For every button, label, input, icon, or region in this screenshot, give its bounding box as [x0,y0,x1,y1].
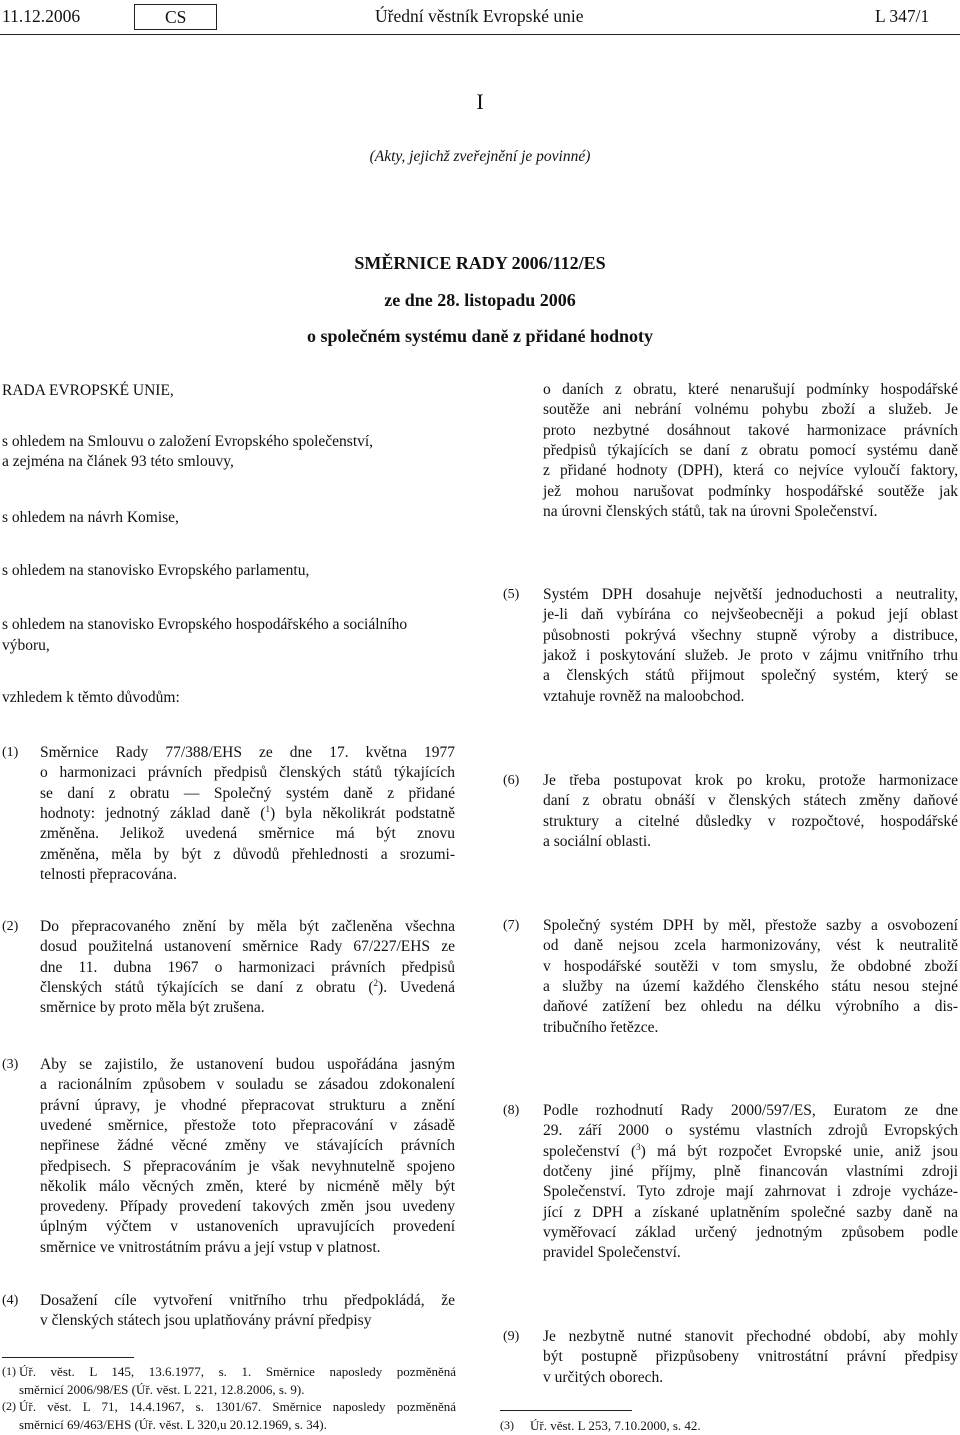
footnote-line: Úř. věst. L 145, 13.6.1977, s. 1. Směrnice naposledy pozměněná [19,1364,456,1379]
recital-number: (7) [503,918,520,933]
recital-line: vztahuje rovněž na maloobchod. [543,687,745,705]
recital-line: Podle rozhodnutí Rady 2000/597/ES, Euratom ze dne [543,1102,958,1119]
recital-number: (5) [503,587,520,602]
recital-line: několik málo věcných změn, které by nicméně měly být [40,1177,455,1195]
recital-line: 29. září 2000 o systému vlastních zdrojů Evropských [543,1122,958,1140]
recital-line: hodnoty: jednotný základ daně ($^1$) byla několikrát podstatně [40,803,455,822]
footnote-rule-right [500,1410,632,1411]
recital-line: Dosažení cíle vytvoření vnitřního trhu předpokládá, že [40,1292,455,1309]
recital-line: soutěže ani nebrání volnému pohybu zboží a služeb. Je [543,401,958,419]
recital-line: úplným výčtem v ustanoveních upravujících provedení [40,1218,455,1236]
recital-line: předpisech. S přepracováním je však nevyhnutelně spojeno [40,1157,455,1175]
footnote-number: (3) [500,1418,514,1432]
recital-line: jež mohou narušovat podmínky hospodářské soutěže jak [543,482,958,500]
recital-line: Společenství. Tyto zdroje mají zahrnovat i zdroje vycháze- [543,1183,958,1201]
language-code-box: CS [134,4,217,30]
act-title: SMĚRNICE RADY 2006/112/ES [354,253,606,273]
footnote-line: Úř. věst. L 253, 7.10.2000, s. 42. [530,1418,701,1433]
preamble-council: RADA EVROPSKÉ UNIE, [2,382,174,399]
recital-number: (9) [503,1329,520,1344]
recital-number: (6) [503,773,520,788]
recital-line: členských států týkajících se daní z obratu ($^2$). Uvedená [40,977,455,996]
publication-date: 11.12.2006 [2,6,81,26]
footnote-number: (1) [2,1364,16,1378]
recital-number: (2) [2,919,19,934]
header-rule [0,34,960,35]
recital-line: tribučního řetězce. [543,1018,659,1036]
recital-line: a racionálním způsobem v souladu se zásadou zdokonalení [40,1076,455,1094]
recital-line: Aby se zajistilo, že ustanovení budou uspořádána jasným [40,1056,455,1073]
recital-number: (1) [2,745,19,760]
footnote-line: směrnicí 2006/98/ES (Úř. věst. L 221, 12.8.2006, s. 9). [19,1381,305,1397]
recital-line: dne 11. dubna 1967 o harmonizaci právních předpisů [40,958,455,976]
recital-line: dotčeny jiné příjmy, plně financován vlastními zdroji [543,1162,958,1180]
recital-line: a sociální oblasti. [543,832,652,850]
recital-line: o harmonizaci právních předpisů členských států týkajících [40,764,455,782]
recital-line: od daně nejsou zcela harmonizovány, vést k neutralitě [543,937,958,955]
recital-line: směrnice by proto měla být zrušena. [40,999,265,1017]
recital-line: z přidané hodnoty (DPH), která co nejvíce vyloučí faktory, [543,462,958,480]
preamble-whereas: vzhledem k těmto důvodům: [2,689,180,706]
recital-line: v členských státech jsou uplatňovány právní předpisy [40,1312,372,1330]
part-numeral: I [476,89,484,114]
recital-line: se daní z obratu — Společný systém daně z přidané [40,784,455,802]
recital-line: Systém DPH dosahuje největší jednoduchosti a neutrality, [543,586,958,603]
footnote-rule-left [2,1357,134,1358]
preamble-commission: s ohledem na návrh Komise, [2,509,179,526]
act-subject: o společném systému daně z přidané hodnoty [306,326,654,346]
recital-line: Je nezbytně nutné stanovit přechodné období, aby mohly [543,1328,958,1345]
preamble-esc-line-2: výboru, [2,637,50,654]
recital-line: změněna. Jelikož uvedená směrnice má být znovu [40,825,455,843]
recital-line: právní úpravy, je vhodné přepracovat strukturu a znění [40,1096,455,1114]
recital-line: uvedené směrnice, přestože toto přepracování v zásadě [40,1116,455,1134]
footnote-line: směrnicí 69/463/EHS (Úř. věst. L 320,u 20.12.1969, s. 34). [19,1416,327,1432]
journal-title: Úřední věstník Evropské unie [375,6,584,26]
recital-line: jící z DPH a získané uplatněním společné sazby daně na [543,1203,958,1221]
footnote-number: (2) [2,1399,16,1413]
recital-line: a členských států přijmout společný systém, který se [543,667,958,685]
recital-line: pravidel Společenství. [543,1244,681,1262]
recital-line: Směrnice Rady 77/388/EHS ze dne 17. května 1977 [40,744,455,761]
recital-line: o daních z obratu, které nenarušují podmínky hospodářské [543,381,958,398]
footnote-line: Úř. věst. L 71, 14.4.1967, s. 1301/67. Směrnice naposledy pozměněná [19,1399,456,1414]
recital-line: na úrovni členských států, tak na úrovni Společenství. [543,502,878,520]
recital-line: je-li daň vybírána co nejvšeobecněji a pokud její oblast [543,606,958,624]
recital-line: provedeny. Případy provedení takových změn jsou uvedeny [40,1198,455,1216]
recital-line: změněna, měla by být z důvodů přehlednosti a srozumi- [40,845,455,863]
preamble-treaty-line-2: a zejména na článek 93 této smlouvy, [2,453,234,470]
recital-line: daňové zatížení bez ohledu na délku výrobního a dis- [543,998,958,1016]
recital-line: a služby na území každého členského státu nesou stejné [543,977,958,995]
recital-line: jakož i poskytování služeb. Je proto v zájmu vnitřního trhu [543,646,958,664]
recital-line: směrnice ve vnitrostátním právu a její vstup v platnost. [40,1238,381,1256]
recital-line: struktury a citelné důsledky v rozpočtové, hospodářské [543,812,958,830]
recital-line: Do přepracovaného znění by měla být začleněna všechna [40,918,455,935]
preamble-esc-line-1: s ohledem na stanovisko Evropského hospodářského a sociálního [2,616,408,633]
act-date: ze dne 28. listopadu 2006 [384,290,576,310]
recital-number: (8) [503,1103,520,1118]
preamble-treaty-line-1: s ohledem na Smlouvu o založení Evropského společenství, [2,433,374,450]
recital-line: v určitých oborech. [543,1368,664,1386]
recital-line: proto nezbytné dosáhnout takové harmonizace právních [543,421,958,439]
recital-line: Společný systém DPH by měl, přestože sazby a osvobození [543,917,958,934]
preamble-parliament: s ohledem na stanovisko Evropského parlamentu, [2,562,310,579]
recital-line: nepřinese žádné věcné změny ve stávajících právních [40,1137,455,1155]
recital-line: předpisů týkajících se daní z obratu pomocí systému daně [543,441,958,459]
recital-number: (3) [2,1057,19,1072]
page-reference: L 347/1 [875,6,930,26]
recital-line: dosud použitelná ustanovení směrnice Rady 67/227/EHS ze [40,938,455,956]
recital-line: v hospodářské soutěži v tom smyslu, že obdobné zboží [543,957,958,975]
recital-line: telnosti přepracována. [40,865,177,883]
recital-line: vyměřovací základ určený jednotným způsobem podle [543,1223,958,1241]
recital-line: působnosti pokrývá všechny stupně výroby a distribuce, [543,626,958,644]
recital-line: společenství ($^3$) má být rozpočet Evropské unie, aniž jsou [543,1141,959,1160]
recital-number: (4) [2,1293,19,1308]
part-subtitle: (Akty, jejichž zveřejnění je povinné) [369,148,591,165]
recital-line: být postupně přizpůsobeny vnitrostátní právní předpisy [543,1348,958,1366]
recital-line: Je třeba postupovat krok po kroku, protože harmonizace [543,772,958,789]
recital-line: daní z obratu obnáší v členských státech změny daňové [543,792,958,810]
